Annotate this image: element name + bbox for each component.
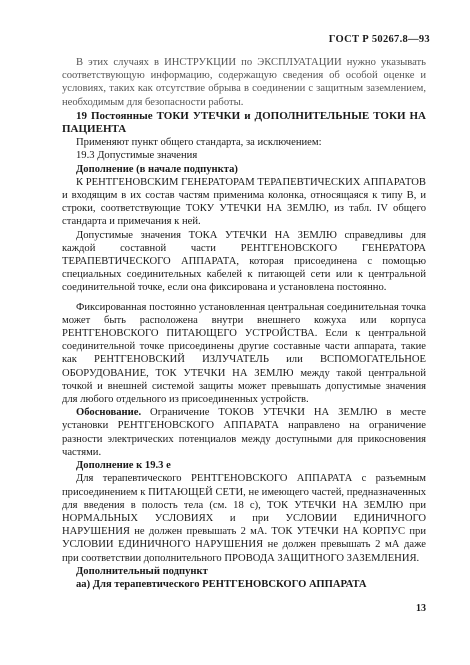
- paragraph-generators: К РЕНТГЕНОВСКИМ ГЕНЕРАТОРАМ ТЕРАПЕВТИЧЕСКИХ АППАРАТОВ и входящим в их состав частям применима колонка, относящаяся к типу В, и строки, соответствующие ТОКУ УТЕЧКИ НА ЗЕМЛЮ, из табл. IV общего стандарта и примечания к ней.: [62, 176, 426, 228]
- section-title: 19 Постоянные ТОКИ УТЕЧКИ и ДОПОЛНИТЕЛЬНЫЕ ТОКИ НА ПАЦИЕНТА: [62, 109, 426, 136]
- paragraph-permissible-values: Допустимые значения ТОКА УТЕЧКИ НА ЗЕМЛЮ справедливы для каждой составной части РЕНТГЕНОВСКОГО ГЕНЕРАТОРА ТЕРАПЕВТИЧЕСКОГО АППАРАТА, которая присоединена с помощью специальных соединительных кабелей к питающей сети или к центральной соединительной точке, если она фиксирована и установлена постоянно.: [62, 229, 426, 294]
- applies-line: Применяют пункт общего стандарта, за исключением:: [76, 137, 322, 149]
- addition-193e-label: Дополнение к 19.3 е: [76, 460, 171, 472]
- document-body: [62, 56, 426, 591]
- paragraph-fixed-point: Фиксированная постоянно установленная центральная соединительная точка может быть расположена внутри внешнего кожуха или корпуса РЕНТГЕНОВСКОГО ПИТАЮЩЕГО УСТРОЙСТВА. Если к центральной соединительной точке присоединены другие составные части аппарата, такие как РЕНТГЕНОВСКИЙ ИЗЛУЧАТЕЛЬ или ВСПОМОГАТЕЛЬНОЕ ОБОРУДОВАНИЕ, ТОК УТЕЧКИ НА ЗЕМЛЮ между такой центральной точкой и внешней системой защиты может превышать допустимые значения для любого отдельного из присоединенных устройств.: [62, 301, 426, 406]
- subclause-heading: 19.3 Допустимые значения: [76, 150, 198, 162]
- item-aa: аа) Для терапевтического РЕНТГЕНОВСКОГО АППАРАТА: [76, 578, 367, 590]
- paragraph-therapeutic: Для терапевтического РЕНТГЕНОВСКОГО АППАРАТА с разъемным присоединением к ПИТАЮЩЕЙ СЕТИ, не имеющего частей, предназначенных для введения в полость тела (см. 18 с), ТОК УТЕЧКИ НА ЗЕМЛЮ при НОРМАЛЬНЫХ УСЛОВИЯХ и при УСЛОВИИ ЕДИНИЧНОГО НАРУШЕНИЯ не должен превышать 2 мА. ТОК УТЕЧКИ НА КОРПУС при УСЛОВИИ ЕДИНИЧНОГО НАРУШЕНИЯ не должен превышать 2 мА даже при соответствии дополнительного ПРОВОДА ЗАЩИТНОГО ЗАЗЕМЛЕНИЯ.: [62, 473, 426, 564]
- extra-subpoint-label: Дополнительный подпункт: [76, 565, 208, 577]
- addition-label: Дополнение (в начале подпункта): [76, 163, 238, 175]
- justification-text: Ограничение ТОКОВ УТЕЧКИ НА ЗЕМЛЮ в месте установки РЕНТГЕНОВСКОГО АППАРАТА направлено на ограничение разности электрических потенциалов между доступными для прикосновения частями.: [62, 407, 426, 458]
- justification-paragraph: [62, 406, 426, 459]
- intro-paragraph: В этих случаях в ИНСТРУКЦИИ по ЭКСПЛУАТАЦИИ нужно указывать соответствующую информацию, содержащую сведения об особой оценке и условиях, таких как отсутствие обрыва в соединении с защитным заземлением, необходимым для безопасности работы.: [62, 57, 426, 108]
- running-header: ГОСТ Р 50267.8—93: [328, 34, 430, 45]
- justification-label: Обоснование.: [76, 407, 142, 419]
- page-mark: 13: [416, 603, 426, 614]
